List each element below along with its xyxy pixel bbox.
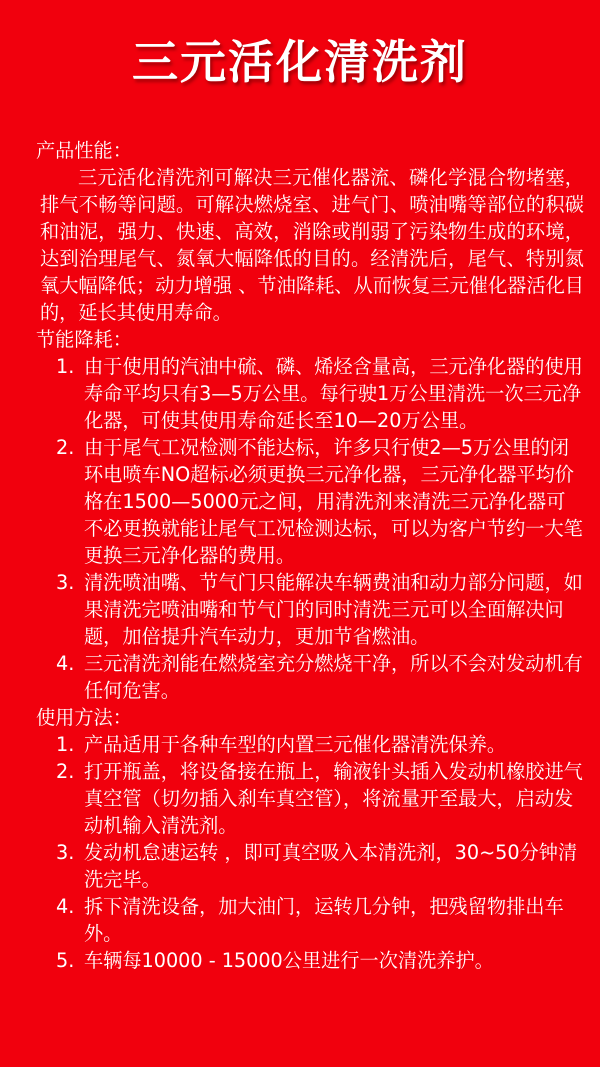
item-number: 2. [56, 436, 75, 459]
item-number: 2. [56, 760, 75, 783]
list-item [36, 569, 584, 650]
item-text: 三元清洗剂能在燃烧室充分燃烧干净，所以不会对发动机有任何危害。 [84, 652, 583, 702]
item-text: 由于尾气工况检测不能达标，许多只行使2—5万公里的闭环电喷车NO超标必须更换三元净化器，三元净化器平均价格在1500—5000元之间，用清洗剂来清洗三元净化器可不必更换就能让尾气工况检测达标，可以为客户节约一大笔更换三元净化器的费用。 [84, 436, 583, 567]
performance-heading: 产品性能： [36, 139, 132, 162]
list-item [36, 650, 584, 704]
item-text: 清洗喷油嘴、节气门只能解决车辆费油和动力部分问题，如果清洗完喷油嘴和节气门的同时清洗三元可以全面解决问题，加倍提升汽车动力，更加节省燃油。 [84, 571, 583, 648]
usage-list [36, 731, 584, 974]
item-number: 3. [56, 841, 75, 864]
item-number: 3. [56, 571, 75, 594]
savings-heading: 节能降耗： [36, 328, 132, 351]
item-number: 1. [56, 733, 75, 756]
list-item [36, 353, 584, 434]
performance-text: 三元活化清洗剂可解决三元催化器流、磷化学混合物堵塞，排气不畅等问题。可解决燃烧室、进气门、喷油嘴等部位的积碳和油泥，强力、快速、高效，消除或削弱了污染物生成的环境，达到治理尾气、氮氧大幅降低的目的。经清洗后，尾气、特别氮氧大幅降低；动力增强 、节油降耗、从而恢复三元催化器活化目的，延长其使用寿命。 [40, 166, 584, 324]
usage-heading: 使用方法： [36, 706, 132, 729]
item-text: 车辆每10000 - 15000公里进行一次清洗养护。 [84, 949, 494, 972]
item-number: 4. [56, 895, 75, 918]
item-text: 产品适用于各种车型的内置三元催化器清洗保养。 [84, 733, 507, 756]
list-item [36, 839, 584, 893]
item-number: 4. [56, 652, 75, 675]
item-text: 打开瓶盖，将设备接在瓶上，输液针头插入发动机橡胶进气真空管（切勿插入刹车真空管），将流量开至最大，启动发动机输入清洗剂。 [84, 760, 583, 837]
list-item [36, 434, 584, 569]
item-number: 5. [56, 949, 75, 972]
savings-list [36, 353, 584, 704]
item-text: 由于使用的汽油中硫、磷、烯烃含量高，三元净化器的使用寿命平均只有3—5万公里。每行驶1万公里清洗一次三元净化器，可使其使用寿命延长至10—20万公里。 [84, 355, 583, 432]
list-item [36, 731, 584, 758]
page-title: 三元活化清洗剂 [132, 35, 468, 89]
list-item [36, 758, 584, 839]
item-number: 1. [56, 355, 75, 378]
list-item [36, 947, 584, 974]
label-body [36, 137, 584, 974]
item-text: 拆下清洗设备，加大油门，运转几分钟，把残留物排出车外。 [84, 895, 564, 945]
item-text: 发动机怠速运转 ，即可真空吸入本清洗剂，30~50分钟清洗完毕。 [84, 841, 578, 891]
list-item [36, 893, 584, 947]
